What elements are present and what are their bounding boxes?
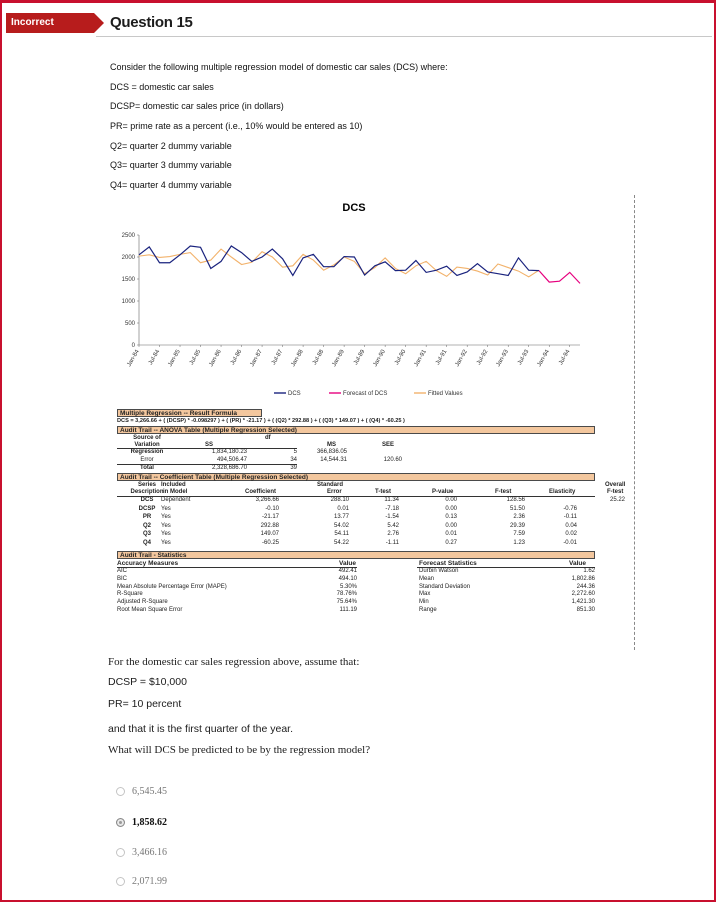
forecast-label: Mean — [419, 575, 435, 582]
coefficient-bar: Audit Trail -- Coefficient Table (Multiple Regression Selected) — [117, 473, 595, 481]
coef-cell-el: -0.11 — [563, 514, 577, 521]
stem-line: Q2= quarter 2 dummy variable — [110, 141, 232, 151]
coef-cell-inc: Yes — [161, 531, 171, 538]
x-tick-label: Jan-90 — [372, 349, 387, 368]
coef-cell-d: Q2 — [142, 522, 151, 529]
forecast-value: 851.30 — [576, 607, 595, 613]
answer-option-label: 2,071.99 — [132, 875, 167, 887]
accuracy-label: Root Mean Square Error — [117, 607, 183, 613]
coef-cell-t: -7.18 — [385, 505, 399, 512]
coef-cell-p: 0.00 — [445, 522, 457, 529]
anova-row-label: Regression — [130, 449, 164, 455]
answer-option-label: 6,545.45 — [132, 785, 167, 797]
coef-cell-d: Q4 — [142, 540, 151, 546]
series-line-fitted-values — [139, 249, 539, 277]
forecast-label: Max — [419, 591, 431, 598]
forecast-value: 244.36 — [576, 583, 595, 590]
coef-cell-inc: Yes — [161, 522, 171, 529]
coef-cell-t: 5.42 — [387, 522, 399, 529]
coef-cell-d: Q3 — [142, 531, 151, 538]
followup-dcsp: DCSP = $10,000 — [108, 676, 187, 688]
coef-header: Overall — [605, 482, 626, 488]
anova-row-ms: 14,544.31 — [320, 457, 347, 463]
stem-line: Q3= quarter 3 dummy variable — [110, 160, 232, 170]
anova-row-label: Total — [140, 465, 154, 471]
accuracy-label: AIC — [117, 568, 128, 574]
coef-cell-t: 11.34 — [384, 497, 399, 503]
coef-header: T-test — [375, 489, 392, 495]
coef-cell-d: DCS — [140, 497, 154, 503]
coef-cell-coef: -0.10 — [265, 505, 279, 512]
stem-line: Consider the following multiple regression model of domestic car sales (DCS) where: — [110, 62, 448, 72]
coef-cell-inc: Yes — [161, 514, 171, 521]
coef-cell-se: 54.11 — [334, 531, 349, 538]
x-tick-label: Jul-92 — [476, 349, 490, 367]
x-tick-label: Jan-93 — [495, 349, 510, 368]
anova-header-df: df — [265, 435, 271, 441]
x-tick-label: Jan-89 — [331, 349, 346, 368]
coef-header: Elasticity — [549, 489, 576, 495]
anova-row-ss: 1,834,180.23 — [211, 449, 247, 455]
y-tick-label: 2500 — [121, 233, 135, 239]
anova-row-df: 39 — [290, 465, 297, 471]
coef-header: F-test — [495, 489, 512, 495]
coef-cell-coef: 292.88 — [260, 522, 279, 529]
stem-line: DCSP= domestic car sales price (in dollars) — [110, 101, 284, 111]
coef-header: Standard — [317, 482, 344, 488]
status-badge-arrow — [94, 13, 104, 33]
x-tick-label: Jul-87 — [270, 349, 285, 367]
coef-cell-se: 13.77 — [333, 514, 349, 521]
coef-cell-f: 1.23 — [513, 540, 525, 546]
anova-row-df: 5 — [293, 449, 297, 455]
coef-header: Series — [137, 482, 156, 488]
x-tick-label: Jan-91 — [413, 349, 428, 368]
radio-button[interactable] — [116, 848, 125, 857]
coef-header: F-test — [607, 489, 624, 495]
anova-row-see: 120.60 — [383, 457, 402, 463]
answer-option-selected[interactable] — [116, 815, 167, 829]
answer-option[interactable] — [116, 784, 167, 798]
legend-label: DCS — [288, 391, 301, 397]
x-tick-label: Jul-94 — [558, 349, 572, 367]
x-tick-label: Jan-85 — [167, 349, 182, 368]
coef-cell-inc: Yes — [161, 540, 171, 546]
anova-row-df: 34 — [290, 457, 297, 463]
coef-cell-inc: Yes — [161, 505, 171, 512]
accuracy-value: 78.76% — [336, 591, 357, 598]
coef-header: Error — [327, 489, 342, 495]
x-tick-label: Jan-94 — [536, 349, 551, 368]
question-title: Question 15 — [110, 14, 193, 31]
coef-header: Coefficient — [245, 489, 277, 495]
series-line-forecast-of-dcs — [539, 271, 580, 284]
x-tick-label: Jul-86 — [229, 349, 244, 367]
coef-cell-el: 0.02 — [565, 531, 577, 538]
coef-cell-d: PR — [142, 514, 152, 521]
status-badge — [6, 13, 106, 33]
coef-cell-p: 0.13 — [445, 514, 457, 521]
coef-cell-coef: 3,266.66 — [255, 497, 279, 503]
anova-header-ms: MS — [327, 442, 336, 448]
x-tick-label: Jul-85 — [188, 349, 203, 367]
coef-cell-p: 0.27 — [445, 540, 457, 546]
anova-header-ss: SS — [205, 442, 214, 448]
result-formula: DCS = 3,266.66 + ( (DCSP) * -0.098297 ) + ( (PR) * -21.17 ) + ( (Q2) * 292.88 ) + ( (Q3) * 149.07 ) + ( (Q4) * -60.25 ) — [117, 418, 405, 424]
x-tick-label: Jul-90 — [394, 349, 408, 367]
coef-cell-t: -1.54 — [385, 514, 399, 521]
coef-header: in Model — [163, 489, 188, 495]
overall-f-value: 25.22 — [610, 497, 626, 503]
y-tick-label: 0 — [131, 343, 135, 349]
answer-option[interactable] — [116, 845, 167, 859]
anova-header-source: Source of — [133, 435, 161, 441]
anova-header-see: SEE — [382, 442, 395, 448]
forecast-label: Standard Deviation — [419, 583, 471, 590]
anova-bar: Audit Trail -- ANOVA Table (Multiple Regression Selected) — [117, 426, 595, 434]
x-tick-label: Jul-88 — [311, 349, 326, 367]
coef-cell-p: 0.00 — [445, 497, 457, 503]
accuracy-value: 75.64% — [336, 599, 357, 606]
followup-pr: PR= 10 percent — [108, 698, 182, 710]
x-tick-label: Jul-91 — [435, 349, 449, 367]
y-tick-label: 1000 — [121, 299, 135, 305]
legend-label: Fitted Values — [428, 391, 463, 397]
coef-header: P-value — [432, 489, 454, 495]
accuracy-label: R-Square — [117, 591, 143, 598]
coef-cell-se: 54.22 — [333, 540, 349, 546]
anova-row-ss: 2,328,686.70 — [211, 465, 247, 471]
coef-cell-f: 51.50 — [509, 505, 525, 512]
coef-cell-coef: -21.17 — [261, 514, 279, 521]
forecast-label: Durbin Watson — [419, 568, 459, 574]
x-tick-label: Jul-93 — [517, 349, 531, 367]
forecast-value: 1,421.30 — [571, 599, 595, 606]
followup-quarter: and that it is the first quarter of the year. — [108, 723, 294, 735]
coef-cell-p: 0.00 — [445, 505, 457, 512]
followup-intro: For the domestic car sales regression above, assume that: — [108, 656, 360, 668]
y-tick-label: 2000 — [121, 255, 135, 261]
y-tick-label: 1500 — [121, 277, 135, 283]
coef-cell-coef: -60.25 — [261, 540, 279, 546]
coef-cell-se: 288.10 — [330, 497, 349, 503]
followup-question: What will DCS be predicted to be by the regression model? — [108, 744, 371, 756]
answer-option[interactable] — [116, 874, 167, 888]
answer-option-label: 1,858.62 — [132, 816, 167, 828]
radio-button[interactable] — [116, 877, 125, 886]
accuracy-value: 111.19 — [339, 607, 357, 613]
coef-cell-el: -0.01 — [563, 540, 577, 546]
statistics-bar: Audit Trail - Statistics — [117, 551, 595, 559]
anova-row-label: Error — [140, 457, 154, 463]
forecast-header: Forecast Statistics — [419, 560, 477, 567]
chart-title: DCS — [342, 202, 366, 214]
forecast-label: Range — [419, 607, 437, 613]
x-tick-label: Jan-84 — [126, 349, 141, 368]
coef-cell-f: 7.59 — [513, 531, 525, 538]
regression-output-image — [114, 195, 635, 650]
accuracy-label: Mean Absolute Percentage Error (MAPE) — [117, 583, 227, 590]
radio-button[interactable] — [116, 787, 125, 796]
coef-cell-el: 0.04 — [565, 522, 577, 529]
result-formula-bar: Multiple Regression -- Result Formula — [117, 409, 262, 417]
x-tick-label: Jul-84 — [147, 349, 162, 367]
stem-line: DCS = domestic car sales — [110, 82, 214, 92]
accuracy-value: 494.10 — [338, 575, 357, 582]
x-tick-label: Jul-89 — [352, 349, 367, 367]
x-tick-label: Jan-88 — [290, 349, 305, 368]
coef-cell-coef: 149.07 — [260, 531, 279, 538]
forecast-value: 1.62 — [583, 568, 595, 574]
forecast-value: 1,802.86 — [571, 575, 595, 582]
y-tick-label: 500 — [124, 321, 135, 327]
accuracy-header: Accuracy Measures — [117, 560, 179, 567]
coef-header: Included — [161, 482, 186, 488]
coef-cell-el: -0.76 — [563, 505, 577, 512]
anova-header-variation: Variation — [134, 442, 160, 448]
stem-line: PR= prime rate as a percent (i.e., 10% would be entered as 10) — [110, 121, 363, 131]
coef-cell-se: 0.01 — [337, 505, 349, 512]
accuracy-value: 5.30% — [339, 583, 357, 590]
stem-line: Q4= quarter 4 dummy variable — [110, 180, 232, 190]
coef-cell-f: 128.56 — [506, 497, 525, 503]
x-tick-label: Jan-87 — [249, 349, 264, 368]
status-badge-label: Incorrect — [6, 13, 94, 33]
coef-cell-d: DCSP — [138, 505, 156, 512]
accuracy-value-header: Value — [339, 560, 356, 567]
radio-button-selected[interactable] — [116, 818, 125, 827]
coef-cell-t: 2.76 — [387, 531, 399, 538]
forecast-value-header: Value — [569, 560, 586, 567]
coef-cell-t: -1.11 — [385, 540, 399, 546]
accuracy-label: BIC — [117, 575, 128, 582]
dcs-line-chart — [114, 195, 635, 407]
header-divider — [96, 36, 712, 37]
forecast-value: 2,272.60 — [571, 591, 595, 598]
accuracy-value: 492.41 — [338, 568, 357, 574]
coef-cell-f: 2.36 — [513, 514, 525, 521]
anova-row-ss: 494,506.47 — [216, 457, 247, 463]
coef-cell-se: 54.02 — [333, 522, 349, 529]
anova-row-ms: 366,836.05 — [316, 449, 347, 455]
answer-option-label: 3,466.16 — [132, 846, 167, 858]
coef-cell-inc: Dependent — [161, 497, 191, 503]
forecast-label: Min — [419, 599, 429, 606]
coef-header: Description — [130, 489, 164, 495]
coef-cell-f: 29.39 — [509, 522, 525, 529]
x-tick-label: Jan-92 — [454, 349, 469, 368]
x-tick-label: Jan-86 — [208, 349, 223, 368]
coef-cell-p: 0.01 — [445, 531, 457, 538]
legend-label: Forecast of DCS — [343, 391, 388, 397]
accuracy-label: Adjusted R-Square — [117, 599, 168, 606]
